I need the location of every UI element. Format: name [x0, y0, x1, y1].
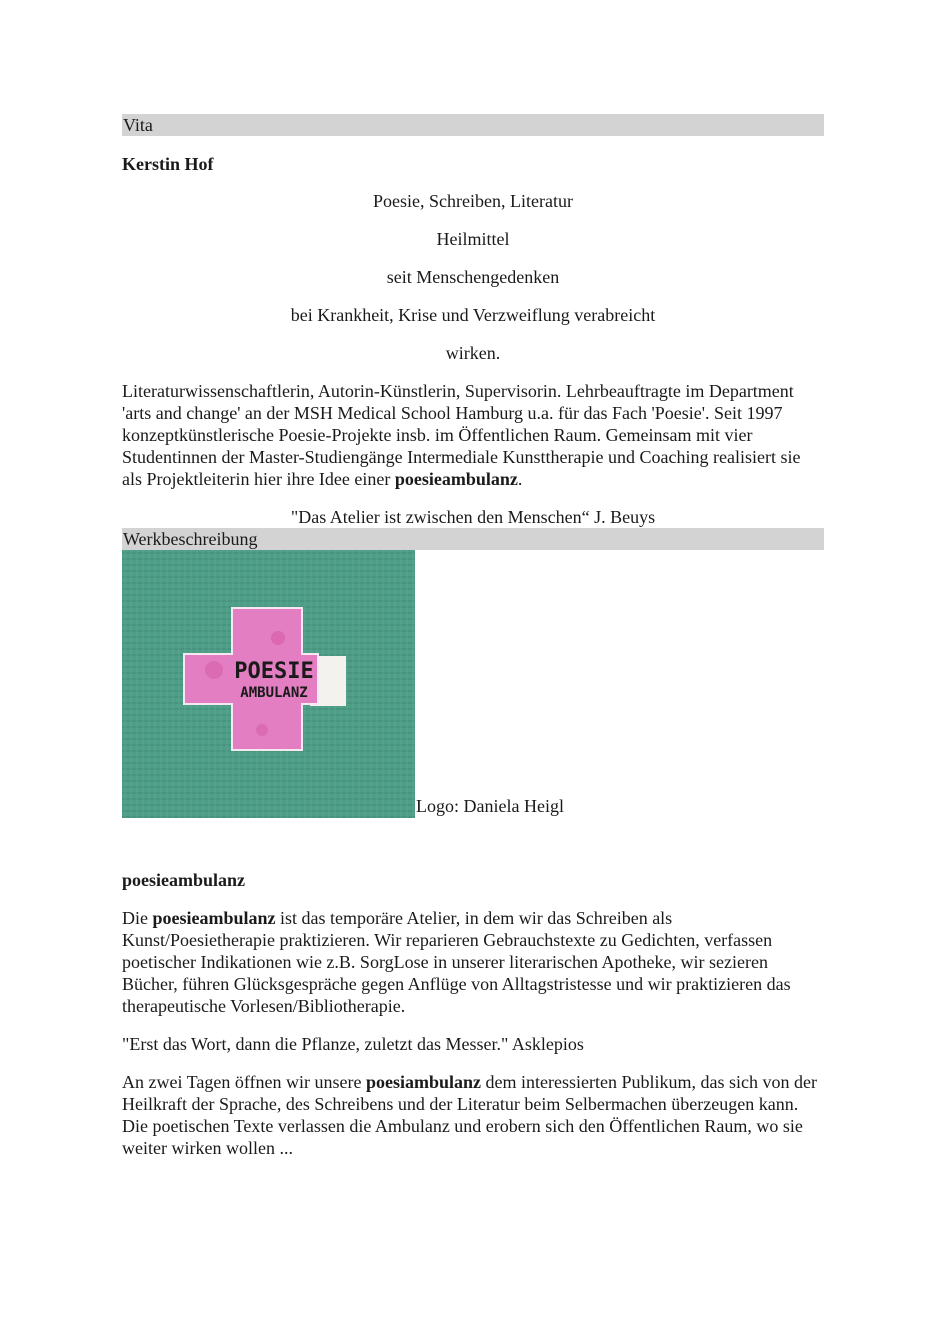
poem-line: wirken.: [445, 343, 501, 363]
bio-end: .: [517, 469, 523, 489]
section-heading-vita: Vita: [122, 114, 824, 136]
werk-paragraph-1: [122, 907, 824, 1017]
logo-text-line2: AMBULANZ: [240, 685, 308, 701]
para1-start: Die: [122, 908, 153, 928]
section-heading-werk: Werkbeschreibung: [122, 528, 824, 550]
poem-line: seit Menschengedenken: [386, 267, 560, 287]
logo-text-line1: POESIE: [234, 659, 314, 684]
author-name: Kerstin Hof: [122, 154, 214, 174]
poem-line: Heilmittel: [436, 229, 510, 249]
bio-bold: poesieambulanz: [394, 469, 518, 489]
logo-caption: Logo: Daniela Heigl: [416, 796, 564, 816]
subheading-poesieambulanz: poesieambulanz: [122, 870, 246, 890]
werk-paragraph-2: [122, 1071, 824, 1159]
para1-bold: poesieambulanz: [152, 908, 276, 928]
asklepios-quote: "Erst das Wort, dann die Pflanze, zuletzt das Messer." Asklepios: [122, 1034, 584, 1054]
poem-line: bei Krankheit, Krise und Verzweiflung verabreicht: [290, 305, 656, 325]
para2-start: An zwei Tagen öffnen wir unsere: [122, 1072, 366, 1092]
para1-rest: ist das temporäre Atelier, in dem wir das Schreiben als Kunst/Poesietherapie praktizieren. Wir reparieren Gebrauchstexte zu Gedichten, verfassen poetischer Indikationen wie z.B. SorgLose in unserer literarischen Apotheke, wir sezieren Bücher, führen Glücksgespräche gegen Anflüge von Alltagstristesse und wir praktizieren das therapeutische Vorlesen/Bibliotherapie.: [122, 908, 791, 1016]
bio-paragraph: [122, 380, 824, 490]
beuys-quote: "Das Atelier ist zwischen den Menschen“ J. Beuys: [290, 507, 656, 527]
poesieambulanz-logo: [122, 550, 415, 818]
document-page: [122, 114, 824, 1159]
poem-block: [122, 190, 824, 364]
bio-text: Literaturwissenschaftlerin, Autorin-Künstlerin, Supervisorin. Lehrbeauftragte im Department 'arts and change' an der MSH Medical School Hamburg u.a. für das Fach 'Poesie'. Seit 1997 konzeptkünstlerische Poesie-Projekte insb. im Öffentlichen Raum. Gemeinsam mit vier Studentinnen der Master-Studiengänge Intermediale Kunsttherapie und Coaching realisiert sie als Projektleiterin hier ihre Idee einer: [122, 381, 801, 489]
poem-line: Poesie, Schreiben, Literatur: [373, 191, 573, 211]
para2-bold: poesiambulanz: [366, 1072, 482, 1092]
para2-rest: dem interessierten Publikum, das sich von der Heilkraft der Sprache, des Schreibens und der Literatur beim Selbermachen überzeugen kann. Die poetischen Texte verlassen die Ambulanz und erobern sich den Öffentlichen Raum, wo sie weiter wirken wollen ...: [122, 1072, 817, 1158]
logo-row: [122, 550, 824, 818]
logo-image: [122, 550, 415, 818]
